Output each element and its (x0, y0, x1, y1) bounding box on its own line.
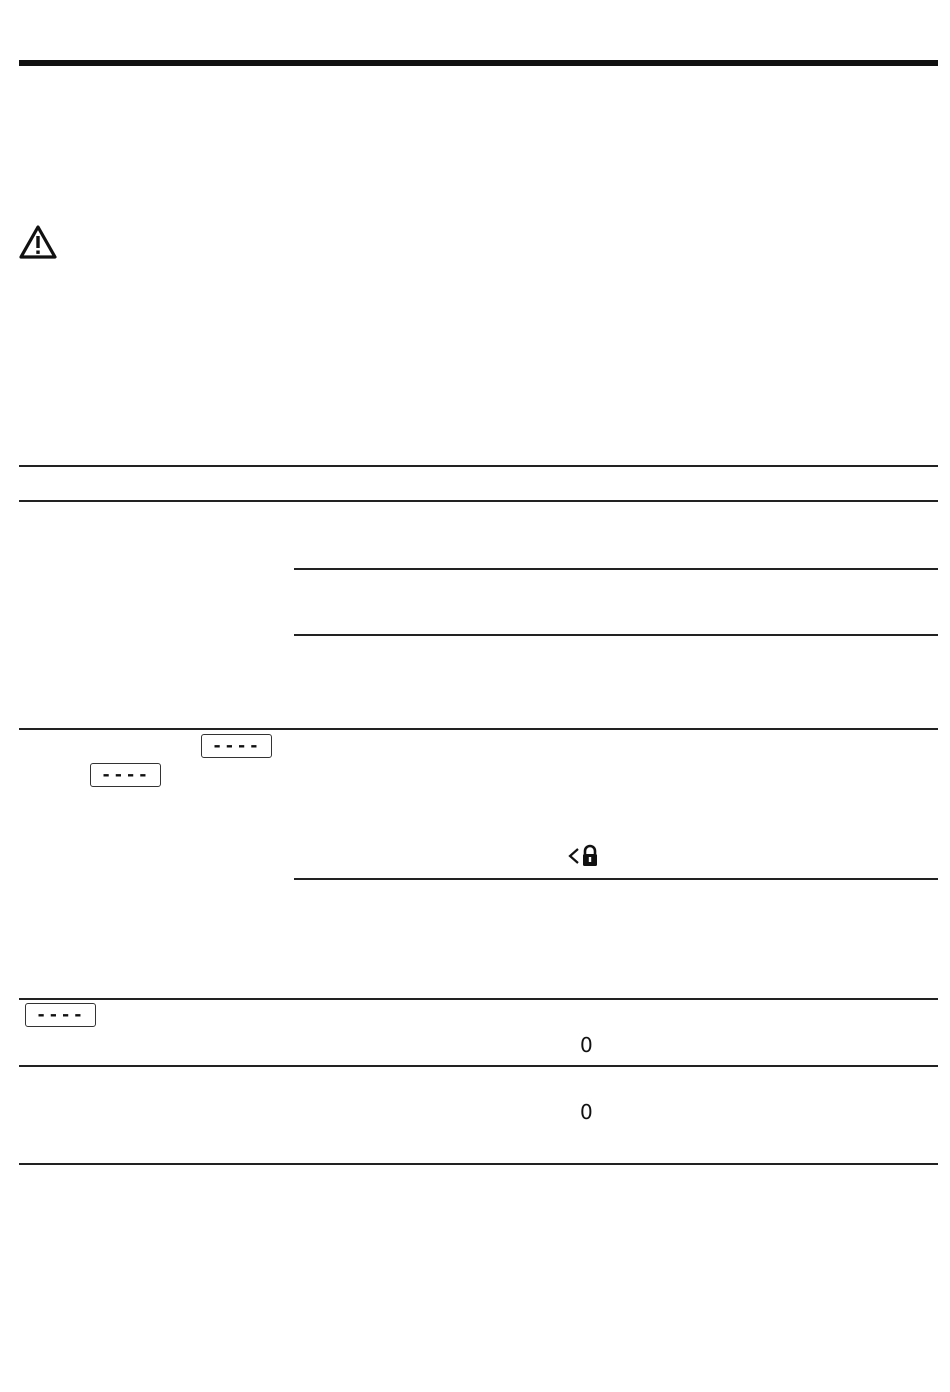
row-rule (19, 998, 938, 1000)
row-rule (19, 728, 938, 730)
display-symbol: ---- (201, 734, 272, 758)
display-symbol: ---- (25, 1003, 96, 1027)
sub-rule (294, 878, 938, 880)
lock-with-arrow-icon (567, 844, 601, 868)
table-bottom-rule (19, 1163, 938, 1165)
value-digit: 0 (580, 1100, 593, 1124)
top-rule (19, 60, 938, 66)
display-symbol: ---- (90, 763, 161, 787)
value-digit: 0 (580, 1033, 593, 1057)
table-header-rule (19, 500, 938, 502)
sub-rule (294, 568, 938, 570)
row-rule (19, 1065, 938, 1067)
sub-rule (294, 634, 938, 636)
warning-triangle-icon (18, 224, 58, 260)
table-top-rule (19, 465, 938, 467)
